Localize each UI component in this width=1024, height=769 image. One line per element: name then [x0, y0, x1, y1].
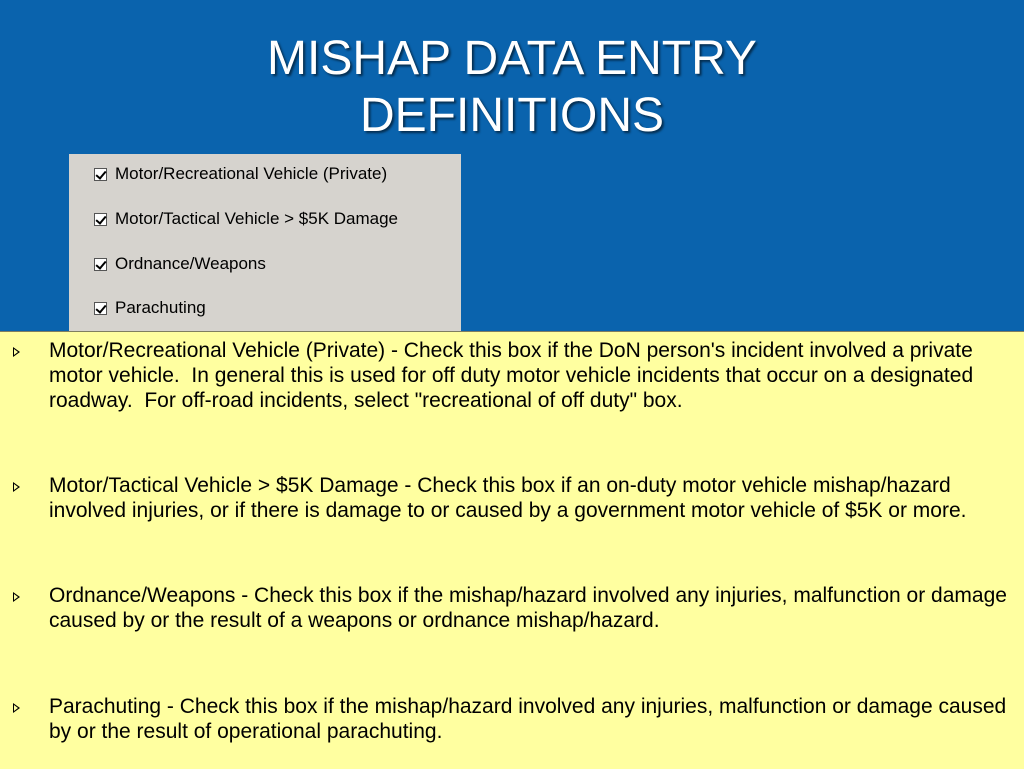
checkbox-checked-icon[interactable] — [94, 168, 107, 181]
arrow-bullet-icon — [13, 703, 20, 713]
arrow-bullet-icon — [13, 592, 20, 602]
checkbox-checked-icon[interactable] — [94, 258, 107, 271]
slide-title-line1: MISHAP DATA ENTRY — [267, 32, 757, 85]
checkbox-row-parachuting[interactable] — [94, 297, 206, 319]
definition-text: Ordnance/Weapons - Check this box if the mishap/hazard involved any injuries, malfunction or damage caused by or the result of a weapons or ordnance mishap/hazard. — [49, 584, 1013, 632]
checkbox-label: Ordnance/Weapons — [115, 254, 266, 273]
checkbox-row-ordnance-weapons[interactable] — [94, 253, 266, 275]
checkbox-label: Parachuting — [115, 298, 206, 317]
arrow-bullet-icon — [13, 482, 20, 492]
definition-text: Parachuting - Check this box if the mishap/hazard involved any injuries, malfunction or damage caused by or the result of operational parachuting. — [49, 695, 1013, 743]
checkbox-label: Motor/Recreational Vehicle (Private) — [115, 164, 388, 183]
definition-text: Motor/Recreational Vehicle (Private) - Check this box if the DoN person's incident involved a private motor vehicle. In general this is used for off duty motor vehicle incidents that occur on a designated roadway. For off-road incidents, select "recreational of off duty" box. — [49, 339, 979, 412]
definition-text: Motor/Tactical Vehicle > $5K Damage - Check this box if an on-duty motor vehicle mishap/hazard involved injuries, or if there is damage to or caused by a government motor vehicle of $5K or more. — [49, 474, 967, 522]
checkbox-panel-screenshot — [69, 154, 461, 331]
checkbox-checked-icon[interactable] — [94, 213, 107, 226]
slide-title-line2: DEFINITIONS — [359, 89, 664, 142]
definitions-list — [0, 331, 1024, 769]
checkbox-row-motor-recreational[interactable] — [94, 163, 387, 185]
checkbox-label: Motor/Tactical Vehicle > $5K Damage — [115, 209, 399, 228]
slide-title — [0, 30, 1024, 144]
checkbox-checked-icon[interactable] — [94, 302, 107, 315]
arrow-bullet-icon — [13, 347, 20, 357]
checkbox-row-motor-tactical[interactable] — [94, 208, 398, 230]
